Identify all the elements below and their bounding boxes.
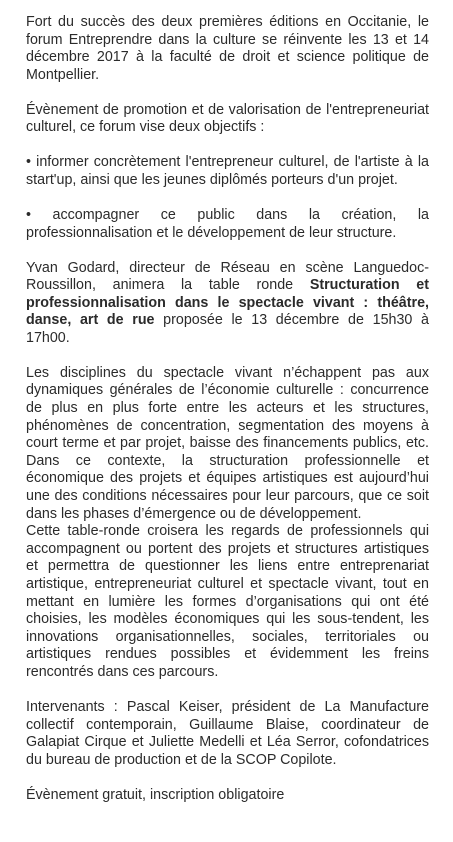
objectives-lead-paragraph: Évènement de promotion et de valorisation de l'entrepreneuriat culturel, ce forum vise deux objectifs : — [26, 101, 429, 136]
round-table-paragraph — [26, 260, 429, 348]
round-table-title: Structuration et professionnalisation dans le spectacle vivant : théâtre, danse, art de rue — [26, 277, 429, 329]
crossing-paragraph: Cette table-ronde croisera les regards de professionnels qui accompagnent ou portent des projets et structures artistiques et permettra de questionner les liens entre entreprenariat artistique, entrepreneuriat culturel et spectacle vivant, tout en mettant en lumière les formes d’organisations qui ont été choisies, les modèles économiques qui les sous-tendent, les innovations organisationnelles, sociales, territoriales ou artistiques rendues possibles et évidemment les freins rencontrés dans ces parcours. — [26, 523, 429, 680]
round-table-schedule-text: proposée le 13 décembre de 15h30 à 17h00. — [26, 312, 429, 346]
intro-paragraph: Fort du succès des deux premières éditions en Occitanie, le forum Entreprendre dans la culture se réinvente les 13 et 14 décembre 2017 à la faculté de droit et science politique de Montpellier. — [26, 14, 429, 83]
objective-item-2: • accompagner ce public dans la création, la professionnalisation et le développement de leur structure. — [26, 206, 429, 241]
context-paragraph: Les disciplines du spectacle vivant n’échappent pas aux dynamiques générales de l’économie culturelle : concurrence de plus en plus forte entre les acteurs et les structures, phénomènes de concentration, segmentation des moyens à court terme et par projet, baisse des financements publics, etc. Dans ce contexte, la structuration professionnelle et économique des projets et équipes artistiques est aujourd’hui une des conditions nécessaires pour leur parcours, que ce soit dans les phases d’émergence ou de développement. — [26, 364, 429, 522]
speakers-paragraph: Intervenants : Pascal Keiser, président de La Manufacture collectif contemporain, Guillaume Blaise, coordinateur de Galapiat Cirque et Juliette Medelli et Léa Serror, cofondatrices du bureau de production et de la SCOP Copilote. — [26, 698, 429, 768]
round-table-intro-text: Yvan Godard, directeur de Réseau en scène Languedoc-Roussillon, animera la table ronde — [26, 259, 429, 294]
objective-item-1: • informer concrètement l'entrepreneur culturel, de l'artiste à la start'up, ainsi que les jeunes diplômés porteurs d'un projet. — [26, 154, 429, 188]
footer-note: Évènement gratuit, inscription obligatoire — [26, 786, 285, 803]
